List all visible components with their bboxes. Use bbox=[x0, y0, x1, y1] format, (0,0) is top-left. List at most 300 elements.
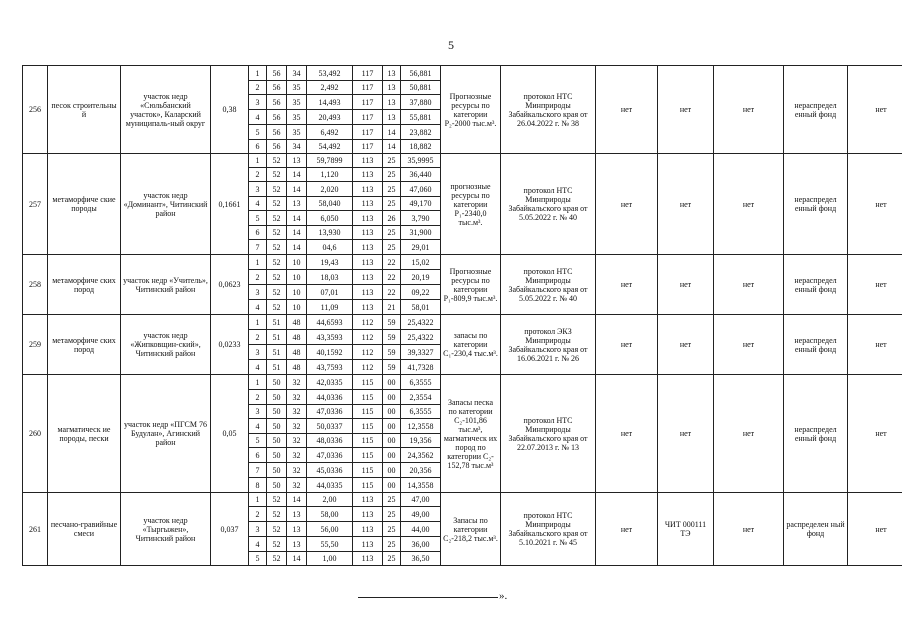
lat-degrees: 50 bbox=[267, 448, 287, 463]
lat-minutes: 14 bbox=[287, 552, 307, 566]
point-index: 6 bbox=[249, 140, 267, 154]
lon-seconds: 58,01 bbox=[401, 300, 441, 315]
point-index: 5 bbox=[249, 125, 267, 140]
lon-seconds: 20,19 bbox=[401, 270, 441, 285]
lon-degrees: 113 bbox=[353, 552, 383, 566]
lat-degrees: 50 bbox=[267, 434, 287, 448]
lon-minutes: 00 bbox=[383, 390, 401, 405]
lat-seconds: 6,492 bbox=[307, 125, 353, 140]
lon-degrees: 117 bbox=[353, 66, 383, 81]
lat-seconds: 07,01 bbox=[307, 285, 353, 300]
lon-minutes: 00 bbox=[383, 375, 401, 390]
lon-degrees: 117 bbox=[353, 125, 383, 140]
lon-seconds: 12,3558 bbox=[401, 419, 441, 434]
site-name: участок недр «Сюльбанский участок», Каларский муниципаль-ный округ bbox=[121, 66, 211, 154]
lat-seconds: 59,7899 bbox=[307, 154, 353, 168]
column-c3: нет bbox=[714, 255, 784, 315]
site-area: 0,05 bbox=[211, 375, 249, 493]
lon-minutes: 59 bbox=[383, 315, 401, 330]
column-c2: нет bbox=[658, 154, 714, 255]
lon-minutes: 59 bbox=[383, 330, 401, 345]
fund-status: нераспредел енный фонд bbox=[784, 375, 848, 493]
lat-minutes: 32 bbox=[287, 434, 307, 448]
lon-degrees: 113 bbox=[353, 537, 383, 552]
point-index: 1 bbox=[249, 315, 267, 330]
lat-minutes: 10 bbox=[287, 270, 307, 285]
column-c2: нет bbox=[658, 255, 714, 315]
lon-degrees: 112 bbox=[353, 315, 383, 330]
lon-degrees: 113 bbox=[353, 240, 383, 255]
entry-number: 256 bbox=[23, 66, 48, 154]
lat-minutes: 48 bbox=[287, 360, 307, 375]
lat-degrees: 52 bbox=[267, 522, 287, 537]
lon-degrees: 115 bbox=[353, 448, 383, 463]
lat-degrees: 50 bbox=[267, 375, 287, 390]
lon-degrees: 117 bbox=[353, 81, 383, 95]
lon-seconds: 49,00 bbox=[401, 507, 441, 522]
lat-degrees: 51 bbox=[267, 345, 287, 360]
lat-seconds: 58,00 bbox=[307, 507, 353, 522]
lon-minutes: 25 bbox=[383, 522, 401, 537]
point-index: 1 bbox=[249, 154, 267, 168]
resources-estimate: Запасы песка по категории С₂-101,86 тыс.м³, магматическ их пород по категории С₂- 152,78 тыс.м³ bbox=[441, 375, 501, 493]
lon-seconds: 6,3555 bbox=[401, 375, 441, 390]
lat-degrees: 52 bbox=[267, 226, 287, 240]
site-name: участок недр «ПГСМ 76 Будулан», Агинский район bbox=[121, 375, 211, 493]
site-area: 0,0623 bbox=[211, 255, 249, 315]
point-index: 2 bbox=[249, 81, 267, 95]
lat-seconds: 2,00 bbox=[307, 493, 353, 507]
lon-degrees: 115 bbox=[353, 478, 383, 493]
point-index: 1 bbox=[249, 66, 267, 81]
fund-status: нераспредел енный фонд bbox=[784, 154, 848, 255]
lat-minutes: 13 bbox=[287, 154, 307, 168]
lon-minutes: 25 bbox=[383, 493, 401, 507]
lon-minutes: 00 bbox=[383, 463, 401, 478]
lat-minutes: 13 bbox=[287, 537, 307, 552]
lon-seconds: 25,4322 bbox=[401, 315, 441, 330]
lat-seconds: 40,1592 bbox=[307, 345, 353, 360]
lon-seconds: 39,3327 bbox=[401, 345, 441, 360]
lat-degrees: 50 bbox=[267, 405, 287, 419]
lon-seconds: 47,060 bbox=[401, 182, 441, 197]
lon-seconds: 47,00 bbox=[401, 493, 441, 507]
column-c2: нет bbox=[658, 375, 714, 493]
point-index: 8 bbox=[249, 478, 267, 493]
lat-minutes: 10 bbox=[287, 300, 307, 315]
lon-degrees: 112 bbox=[353, 360, 383, 375]
protocol-ref: протокол ЭКЗ Минприроды Забайкальского края от 16.06.2021 г. № 26 bbox=[501, 315, 596, 375]
column-last: нет bbox=[848, 255, 902, 315]
lat-minutes: 48 bbox=[287, 345, 307, 360]
table-row bbox=[23, 255, 902, 270]
lon-minutes: 13 bbox=[383, 81, 401, 95]
point-index: 5 bbox=[249, 211, 267, 226]
lon-degrees: 113 bbox=[353, 285, 383, 300]
point-index: 4 bbox=[249, 360, 267, 375]
lon-minutes: 22 bbox=[383, 270, 401, 285]
lat-minutes: 14 bbox=[287, 211, 307, 226]
lon-seconds: 41,7328 bbox=[401, 360, 441, 375]
lon-degrees: 113 bbox=[353, 154, 383, 168]
column-c3: нет bbox=[714, 154, 784, 255]
lat-minutes: 32 bbox=[287, 405, 307, 419]
lat-seconds: 2,492 bbox=[307, 81, 353, 95]
lat-seconds: 2,020 bbox=[307, 182, 353, 197]
point-index: 4 bbox=[249, 300, 267, 315]
lat-degrees: 52 bbox=[267, 197, 287, 211]
lat-minutes: 10 bbox=[287, 255, 307, 270]
lon-seconds: 36,440 bbox=[401, 168, 441, 182]
lat-degrees: 51 bbox=[267, 315, 287, 330]
column-c1: нет bbox=[596, 66, 658, 154]
lat-minutes: 35 bbox=[287, 81, 307, 95]
lat-seconds: 6,050 bbox=[307, 211, 353, 226]
lat-seconds: 14,493 bbox=[307, 95, 353, 110]
lon-minutes: 13 bbox=[383, 66, 401, 81]
lon-minutes: 25 bbox=[383, 182, 401, 197]
lon-seconds: 24,3562 bbox=[401, 448, 441, 463]
lat-degrees: 56 bbox=[267, 110, 287, 125]
lat-minutes: 34 bbox=[287, 66, 307, 81]
lat-degrees: 56 bbox=[267, 66, 287, 81]
column-c1: нет bbox=[596, 375, 658, 493]
lon-degrees: 113 bbox=[353, 522, 383, 537]
lon-minutes: 25 bbox=[383, 537, 401, 552]
lat-degrees: 51 bbox=[267, 360, 287, 375]
point-index: 2 bbox=[249, 390, 267, 405]
column-c1: нет bbox=[596, 493, 658, 566]
point-index: 6 bbox=[249, 448, 267, 463]
lat-degrees: 50 bbox=[267, 419, 287, 434]
lon-degrees: 113 bbox=[353, 211, 383, 226]
point-index: 5 bbox=[249, 552, 267, 566]
lat-degrees: 52 bbox=[267, 182, 287, 197]
lon-degrees: 117 bbox=[353, 95, 383, 110]
fund-status: нераспредел енный фонд bbox=[784, 315, 848, 375]
point-index: 4 bbox=[249, 197, 267, 211]
site-area: 0,0233 bbox=[211, 315, 249, 375]
lat-seconds: 58,040 bbox=[307, 197, 353, 211]
lat-degrees: 52 bbox=[267, 211, 287, 226]
column-last: нет bbox=[848, 315, 902, 375]
point-index: 1 bbox=[249, 493, 267, 507]
lon-seconds: 37,880 bbox=[401, 95, 441, 110]
lon-seconds: 23,882 bbox=[401, 125, 441, 140]
lon-degrees: 113 bbox=[353, 168, 383, 182]
site-name: участок недр «Доминант», Читинский район bbox=[121, 154, 211, 255]
lon-minutes: 25 bbox=[383, 154, 401, 168]
lon-degrees: 115 bbox=[353, 463, 383, 478]
lon-minutes: 14 bbox=[383, 125, 401, 140]
lat-degrees: 50 bbox=[267, 390, 287, 405]
lat-minutes: 13 bbox=[287, 197, 307, 211]
lon-degrees: 117 bbox=[353, 110, 383, 125]
point-index: 3 bbox=[249, 405, 267, 419]
lon-seconds: 18,882 bbox=[401, 140, 441, 154]
point-index: 7 bbox=[249, 240, 267, 255]
column-c2: ЧИТ 000111 ТЭ bbox=[658, 493, 714, 566]
protocol-ref: протокол НТС Минприроды Забайкальского края от 5.05.2022 г. № 40 bbox=[501, 154, 596, 255]
lat-degrees: 56 bbox=[267, 81, 287, 95]
lon-minutes: 25 bbox=[383, 552, 401, 566]
lat-degrees: 52 bbox=[267, 240, 287, 255]
lon-minutes: 00 bbox=[383, 405, 401, 419]
page-number: 5 bbox=[448, 38, 454, 52]
lat-seconds: 55,50 bbox=[307, 537, 353, 552]
lat-seconds: 43,3593 bbox=[307, 330, 353, 345]
lon-degrees: 115 bbox=[353, 390, 383, 405]
lon-minutes: 25 bbox=[383, 168, 401, 182]
lon-minutes: 22 bbox=[383, 255, 401, 270]
lon-minutes: 59 bbox=[383, 345, 401, 360]
mineral-type: песок строительны й bbox=[48, 66, 121, 154]
lat-degrees: 52 bbox=[267, 255, 287, 270]
entry-number: 260 bbox=[23, 375, 48, 493]
point-index: 3 bbox=[249, 182, 267, 197]
lat-seconds: 47,0336 bbox=[307, 448, 353, 463]
table-row bbox=[23, 154, 902, 168]
lon-minutes: 25 bbox=[383, 197, 401, 211]
lat-seconds: 45,0336 bbox=[307, 463, 353, 478]
lat-seconds: 04,6 bbox=[307, 240, 353, 255]
lon-minutes: 00 bbox=[383, 419, 401, 434]
site-area: 0,037 bbox=[211, 493, 249, 566]
lon-degrees: 117 bbox=[353, 140, 383, 154]
table-row bbox=[23, 66, 902, 81]
lat-minutes: 32 bbox=[287, 419, 307, 434]
lat-seconds: 56,00 bbox=[307, 522, 353, 537]
lon-minutes: 25 bbox=[383, 240, 401, 255]
lat-seconds: 43,7593 bbox=[307, 360, 353, 375]
mineral-type: метаморфиче ских пород bbox=[48, 255, 121, 315]
resources-estimate: Прогнозные ресурсы по категории Р₁-809,9 тыс.м³. bbox=[441, 255, 501, 315]
lat-seconds: 48,0336 bbox=[307, 434, 353, 448]
lat-minutes: 32 bbox=[287, 375, 307, 390]
site-area: 0,38 bbox=[211, 66, 249, 154]
point-index: 3 bbox=[249, 95, 267, 110]
entry-number: 257 bbox=[23, 154, 48, 255]
lat-seconds: 47,0336 bbox=[307, 405, 353, 419]
lon-degrees: 113 bbox=[353, 507, 383, 522]
lon-degrees: 113 bbox=[353, 182, 383, 197]
point-index: 3 bbox=[249, 522, 267, 537]
lat-minutes: 32 bbox=[287, 478, 307, 493]
lat-degrees: 52 bbox=[267, 493, 287, 507]
mineral-type: метаморфиче ских пород bbox=[48, 315, 121, 375]
mineral-type: метаморфиче ские породы bbox=[48, 154, 121, 255]
lat-minutes: 14 bbox=[287, 240, 307, 255]
fund-status: нераспредел енный фонд bbox=[784, 255, 848, 315]
lat-seconds: 20,493 bbox=[307, 110, 353, 125]
column-last: нет bbox=[848, 493, 902, 566]
resources-estimate: прогнозные ресурсы по категории Р₁-2340,0 тыс.м³. bbox=[441, 154, 501, 255]
column-last: нет bbox=[848, 154, 902, 255]
lon-seconds: 50,881 bbox=[401, 81, 441, 95]
point-index: 6 bbox=[249, 226, 267, 240]
lon-degrees: 115 bbox=[353, 375, 383, 390]
lat-minutes: 10 bbox=[287, 285, 307, 300]
point-index: 2 bbox=[249, 168, 267, 182]
lon-minutes: 26 bbox=[383, 211, 401, 226]
point-index: 1 bbox=[249, 255, 267, 270]
column-c1: нет bbox=[596, 315, 658, 375]
point-index: 2 bbox=[249, 507, 267, 522]
point-index: 4 bbox=[249, 110, 267, 125]
lon-minutes: 00 bbox=[383, 434, 401, 448]
lon-seconds: 55,881 bbox=[401, 110, 441, 125]
lon-degrees: 113 bbox=[353, 493, 383, 507]
lon-seconds: 19,356 bbox=[401, 434, 441, 448]
lon-minutes: 13 bbox=[383, 95, 401, 110]
lat-degrees: 52 bbox=[267, 300, 287, 315]
lat-degrees: 50 bbox=[267, 478, 287, 493]
point-index: 2 bbox=[249, 270, 267, 285]
table-row bbox=[23, 493, 902, 507]
column-last: нет bbox=[848, 66, 902, 154]
resources-estimate: Запасы по категории С₂-218,2 тыс.м³. bbox=[441, 493, 501, 566]
lat-minutes: 14 bbox=[287, 182, 307, 197]
column-c1: нет bbox=[596, 154, 658, 255]
lon-degrees: 113 bbox=[353, 255, 383, 270]
lat-degrees: 52 bbox=[267, 270, 287, 285]
lon-seconds: 35,9995 bbox=[401, 154, 441, 168]
lat-minutes: 35 bbox=[287, 95, 307, 110]
lon-seconds: 29,01 bbox=[401, 240, 441, 255]
lon-seconds: 2,3554 bbox=[401, 390, 441, 405]
lon-seconds: 36,50 bbox=[401, 552, 441, 566]
lat-seconds: 44,6593 bbox=[307, 315, 353, 330]
lat-degrees: 56 bbox=[267, 95, 287, 110]
lon-seconds: 36,00 bbox=[401, 537, 441, 552]
lon-minutes: 13 bbox=[383, 110, 401, 125]
lat-seconds: 13,930 bbox=[307, 226, 353, 240]
subsoil-register-table bbox=[22, 65, 902, 566]
entry-number: 259 bbox=[23, 315, 48, 375]
point-index: 3 bbox=[249, 345, 267, 360]
lon-seconds: 09,22 bbox=[401, 285, 441, 300]
site-name: участок недр «Тыргыжен», Читинский район bbox=[121, 493, 211, 566]
point-index: 2 bbox=[249, 330, 267, 345]
lat-degrees: 51 bbox=[267, 330, 287, 345]
lat-seconds: 53,492 bbox=[307, 66, 353, 81]
lon-seconds: 3,790 bbox=[401, 211, 441, 226]
lat-degrees: 56 bbox=[267, 125, 287, 140]
protocol-ref: протокол НТС Минприроды Забайкальского края от 5.05.2022 г. № 40 bbox=[501, 255, 596, 315]
lat-degrees: 52 bbox=[267, 168, 287, 182]
lat-degrees: 52 bbox=[267, 552, 287, 566]
lon-seconds: 44,00 bbox=[401, 522, 441, 537]
lon-seconds: 20,356 bbox=[401, 463, 441, 478]
lat-degrees: 52 bbox=[267, 537, 287, 552]
lon-minutes: 21 bbox=[383, 300, 401, 315]
lon-seconds: 56,881 bbox=[401, 66, 441, 81]
point-index: 3 bbox=[249, 285, 267, 300]
lat-seconds: 54,492 bbox=[307, 140, 353, 154]
lat-minutes: 48 bbox=[287, 315, 307, 330]
lon-seconds: 31,900 bbox=[401, 226, 441, 240]
protocol-ref: протокол НТС Минприроды Забайкальского края от 22.07.2013 г. № 13 bbox=[501, 375, 596, 493]
column-c2: нет bbox=[658, 66, 714, 154]
lon-seconds: 15,02 bbox=[401, 255, 441, 270]
point-index: 7 bbox=[249, 463, 267, 478]
protocol-ref: протокол НТС Минприроды Забайкальского края от 26.04.2022 г. № 38 bbox=[501, 66, 596, 154]
fund-status: распределен ный фонд bbox=[784, 493, 848, 566]
lon-seconds: 6,3555 bbox=[401, 405, 441, 419]
lat-seconds: 18,03 bbox=[307, 270, 353, 285]
lat-seconds: 1,00 bbox=[307, 552, 353, 566]
lon-minutes: 59 bbox=[383, 360, 401, 375]
mineral-type: песчано-гравийные смеси bbox=[48, 493, 121, 566]
lon-degrees: 113 bbox=[353, 226, 383, 240]
table-row bbox=[23, 375, 902, 390]
column-last: нет bbox=[848, 375, 902, 493]
lon-seconds: 14,3558 bbox=[401, 478, 441, 493]
lat-seconds: 44,0335 bbox=[307, 478, 353, 493]
lat-minutes: 48 bbox=[287, 330, 307, 345]
lat-seconds: 44,0336 bbox=[307, 390, 353, 405]
lon-degrees: 112 bbox=[353, 330, 383, 345]
site-name: участок недр «Учитель», Читинский район bbox=[121, 255, 211, 315]
footer-underline bbox=[358, 597, 498, 598]
lon-degrees: 115 bbox=[353, 434, 383, 448]
column-c3: нет bbox=[714, 493, 784, 566]
lon-degrees: 113 bbox=[353, 300, 383, 315]
entry-number: 261 bbox=[23, 493, 48, 566]
table-row bbox=[23, 315, 902, 330]
lat-minutes: 35 bbox=[287, 125, 307, 140]
lat-minutes: 14 bbox=[287, 493, 307, 507]
lon-seconds: 49,170 bbox=[401, 197, 441, 211]
lon-minutes: 14 bbox=[383, 140, 401, 154]
lat-degrees: 52 bbox=[267, 154, 287, 168]
entry-number: 258 bbox=[23, 255, 48, 315]
lon-degrees: 115 bbox=[353, 405, 383, 419]
fund-status: нераспредел енный фонд bbox=[784, 66, 848, 154]
lat-minutes: 32 bbox=[287, 448, 307, 463]
lon-degrees: 115 bbox=[353, 419, 383, 434]
footer-closing-quote: ». bbox=[499, 590, 508, 602]
lat-minutes: 32 bbox=[287, 463, 307, 478]
point-index: 1 bbox=[249, 375, 267, 390]
lon-minutes: 25 bbox=[383, 507, 401, 522]
column-c3: нет bbox=[714, 66, 784, 154]
lat-seconds: 19,43 bbox=[307, 255, 353, 270]
lon-minutes: 00 bbox=[383, 478, 401, 493]
lat-degrees: 56 bbox=[267, 140, 287, 154]
lat-minutes: 35 bbox=[287, 110, 307, 125]
point-index: 5 bbox=[249, 434, 267, 448]
lat-degrees: 52 bbox=[267, 507, 287, 522]
lon-degrees: 113 bbox=[353, 270, 383, 285]
lat-minutes: 34 bbox=[287, 140, 307, 154]
lon-seconds: 25,4322 bbox=[401, 330, 441, 345]
lon-minutes: 00 bbox=[383, 448, 401, 463]
point-index: 4 bbox=[249, 419, 267, 434]
lon-minutes: 22 bbox=[383, 285, 401, 300]
lat-minutes: 32 bbox=[287, 390, 307, 405]
lat-degrees: 52 bbox=[267, 285, 287, 300]
protocol-ref: протокол НТС Минприроды Забайкальского края от 5.10.2021 г. № 45 bbox=[501, 493, 596, 566]
lon-degrees: 113 bbox=[353, 197, 383, 211]
mineral-type: магматическ ие породы, пески bbox=[48, 375, 121, 493]
lat-minutes: 13 bbox=[287, 507, 307, 522]
lat-minutes: 13 bbox=[287, 522, 307, 537]
lat-seconds: 11,09 bbox=[307, 300, 353, 315]
lat-seconds: 1,120 bbox=[307, 168, 353, 182]
lat-seconds: 42,0335 bbox=[307, 375, 353, 390]
lat-minutes: 14 bbox=[287, 168, 307, 182]
